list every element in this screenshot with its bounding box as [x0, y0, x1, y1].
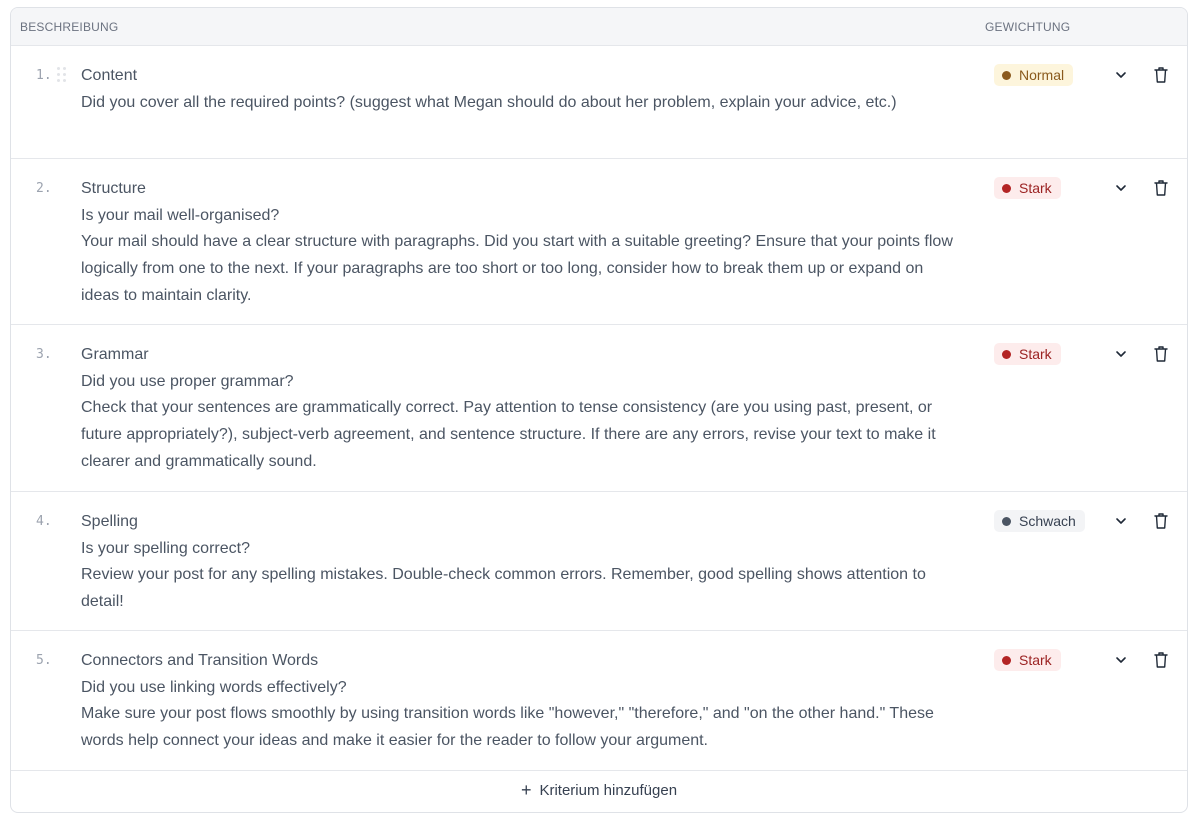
row-number: 2.	[36, 181, 52, 196]
chevron-down-icon[interactable]	[1114, 347, 1128, 361]
criterion-description: Did you cover all the required points? (suggest what Megan should do about her problem, explain your advice, etc.)	[81, 93, 897, 111]
header-weight: GEWICHTUNG	[985, 20, 1071, 34]
add-criterion-label: Kriterium hinzufügen	[539, 781, 678, 799]
criterion-description: Review your post for any spelling mistakes. Double-check common errors. Remember, good spelling shows attention to detail!	[81, 566, 926, 611]
trash-icon[interactable]	[1153, 512, 1169, 530]
weight-dot	[1002, 350, 1011, 359]
chevron-down-icon[interactable]	[1114, 68, 1128, 82]
weight-badge[interactable]	[994, 177, 1061, 199]
criterion-title: Structure	[81, 180, 146, 197]
criterion-content	[81, 63, 961, 116]
criterion-question: Did you use proper grammar?	[81, 372, 294, 390]
criterion-title: Spelling	[81, 513, 138, 530]
drag-handle-icon[interactable]	[57, 67, 67, 85]
weight-badge[interactable]	[994, 64, 1073, 86]
trash-icon[interactable]	[1153, 179, 1169, 197]
criterion-content	[81, 342, 961, 476]
criterion-content	[81, 648, 961, 755]
criterion-title: Grammar	[81, 346, 149, 363]
weight-badge[interactable]	[994, 649, 1061, 671]
weight-label: Stark	[1019, 180, 1052, 196]
weight-label: Schwach	[1019, 513, 1076, 529]
weight-label: Normal	[1019, 67, 1065, 83]
criteria-table	[10, 7, 1188, 813]
weight-dot	[1002, 71, 1011, 80]
trash-icon[interactable]	[1153, 345, 1169, 363]
criterion-description: Check that your sentences are grammatically correct. Pay attention to tense consistency (are you using past, present, or future appropriately?), subject-verb agreement, and sentence structure. If there are any errors, revise your text to make it clearer and grammatically sound.	[81, 399, 936, 470]
weight-dot	[1002, 184, 1011, 193]
weight-badge[interactable]	[994, 510, 1085, 532]
criterion-row	[11, 159, 1187, 325]
plus-icon: +	[520, 780, 532, 800]
chevron-down-icon[interactable]	[1114, 514, 1128, 528]
chevron-down-icon[interactable]	[1114, 181, 1128, 195]
weight-dot	[1002, 517, 1011, 526]
row-number: 3.	[36, 347, 52, 362]
criterion-content	[81, 509, 961, 616]
criterion-row	[11, 46, 1187, 159]
criterion-question: Is your spelling correct?	[81, 539, 250, 557]
row-number: 1.	[36, 68, 52, 83]
header-description: BESCHREIBUNG	[20, 20, 119, 34]
criterion-row	[11, 492, 1187, 631]
weight-dot	[1002, 656, 1011, 665]
criterion-question: Did you use linking words effectively?	[81, 678, 347, 696]
weight-label: Stark	[1019, 346, 1052, 362]
row-number: 5.	[36, 653, 52, 668]
criterion-content	[81, 176, 961, 310]
table-header	[11, 8, 1187, 46]
criterion-description: Your mail should have a clear structure with paragraphs. Did you start with a suitable greeting? Ensure that your points flow logically from one to the next. If your paragraphs are too short or too long, consider how to break them up or expand on ideas to maintain clarity.	[81, 233, 953, 304]
criterion-row	[11, 325, 1187, 492]
row-number: 4.	[36, 514, 52, 529]
criterion-description: Make sure your post flows smoothly by using transition words like "however," "therefore," and "on the other hand." These words help connect your ideas and make it easier for the reader to follow your argument.	[81, 705, 934, 750]
criterion-title: Connectors and Transition Words	[81, 652, 319, 669]
trash-icon[interactable]	[1153, 651, 1169, 669]
trash-icon[interactable]	[1153, 66, 1169, 84]
criterion-row	[11, 631, 1187, 771]
add-criterion-button[interactable]	[11, 768, 1187, 812]
weight-label: Stark	[1019, 652, 1052, 668]
criterion-question: Is your mail well-organised?	[81, 206, 280, 224]
weight-badge[interactable]	[994, 343, 1061, 365]
criterion-title: Content	[81, 67, 138, 84]
chevron-down-icon[interactable]	[1114, 653, 1128, 667]
